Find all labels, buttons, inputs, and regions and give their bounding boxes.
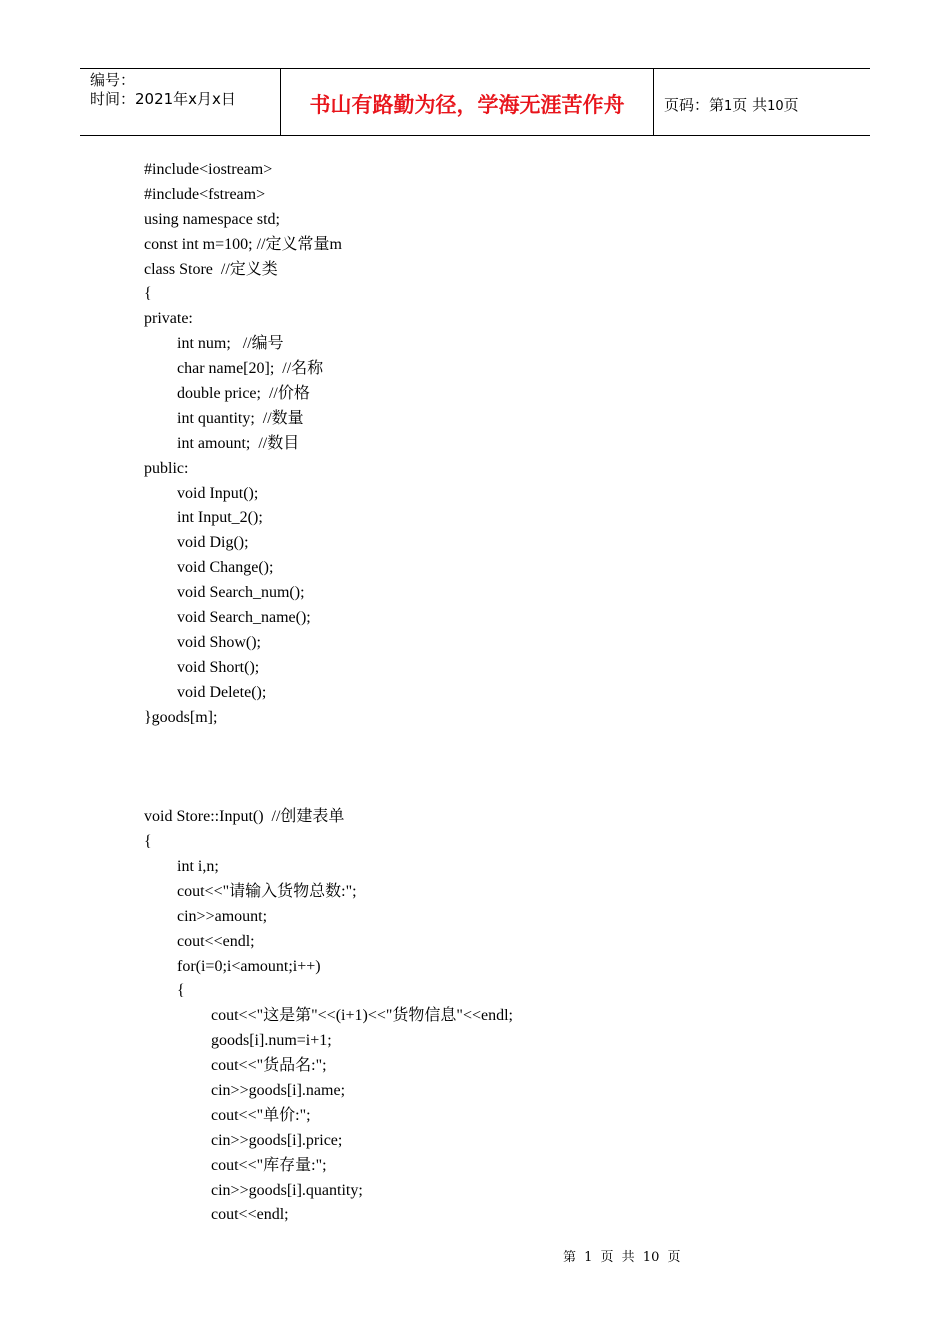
page-footer: 第 1 页 共 10 页 [563, 1250, 681, 1265]
code-line: cin>>goods[i].name; [211, 1081, 346, 1099]
code-line: cin>>goods[i].quantity; [211, 1181, 363, 1199]
code-line: void Dig(); [177, 534, 249, 552]
code-line: using namespace std; [144, 210, 280, 228]
code-line: { [144, 833, 152, 851]
code-line: void Search_name(); [177, 609, 311, 627]
code-line: double price; //价格 [177, 385, 310, 403]
code-line: #include<iostream> [144, 161, 273, 178]
code-line: void Input(); [177, 484, 259, 502]
header-meta [80, 69, 281, 135]
time-label: 时间：2021年x月x日 [90, 90, 236, 108]
code-line: cout<<"库存量:"; [211, 1156, 327, 1174]
code-line: const int m=100; //定义常量m [144, 235, 342, 253]
page-number: 1 [724, 99, 733, 114]
code-line: int num; //编号 [177, 335, 284, 353]
code-line: int quantity; //数量 [177, 409, 304, 427]
code-line: int Input_2(); [177, 509, 263, 527]
code-line: void Search_num(); [177, 584, 305, 602]
code-line: goods[i].num=i+1; [211, 1032, 332, 1050]
code-line: cin>>amount; [177, 907, 268, 925]
code-line: class Store //定义类 [144, 260, 278, 278]
code-line: public: [144, 459, 189, 477]
code-line: private: [144, 310, 193, 328]
code-line: }goods[m]; [144, 708, 218, 726]
code-line: cout<<endl; [211, 1206, 289, 1224]
code-line [144, 780, 844, 805]
header-page-info [654, 69, 870, 135]
code-line: void Delete(); [177, 683, 267, 701]
code-line: void Show(); [177, 633, 261, 651]
page-mid: 页 共 [732, 96, 768, 114]
code-line [144, 755, 844, 780]
code-line [144, 730, 844, 755]
serial-label: 编号： [90, 71, 136, 89]
page-header [80, 68, 870, 136]
code-line: void Short(); [177, 658, 260, 676]
code-line: int i,n; [177, 857, 219, 875]
code-line: { [144, 285, 152, 303]
code-line: void Change(); [177, 559, 274, 577]
code-listing [144, 158, 844, 1228]
motto: 书山有路勤为径，学海无涯苦作舟 [309, 93, 625, 117]
page-suffix: 页 [783, 96, 799, 114]
code-line: cout<<"这是第"<<(i+1)<<"货物信息"<<endl; [211, 1007, 513, 1025]
page-total: 10 [767, 99, 784, 114]
code-line: cout<<endl; [177, 932, 255, 950]
code-line: cin>>goods[i].price; [211, 1131, 343, 1149]
code-line: cout<<"单价:"; [211, 1106, 311, 1124]
code-line: cout<<"请输入货物总数:"; [177, 882, 357, 900]
code-line: { [177, 982, 185, 1000]
code-line: #include<fstream> [144, 185, 266, 203]
header-motto-cell [281, 69, 654, 135]
page-prefix: 页码：第 [664, 96, 725, 114]
code-line: int amount; //数目 [177, 434, 300, 452]
code-line: for(i=0;i<amount;i++) [177, 957, 321, 975]
code-line: void Store::Input() //创建表单 [144, 808, 345, 826]
code-line: char name[20]; //名称 [177, 360, 324, 378]
code-line: cout<<"货品名:"; [211, 1057, 327, 1075]
